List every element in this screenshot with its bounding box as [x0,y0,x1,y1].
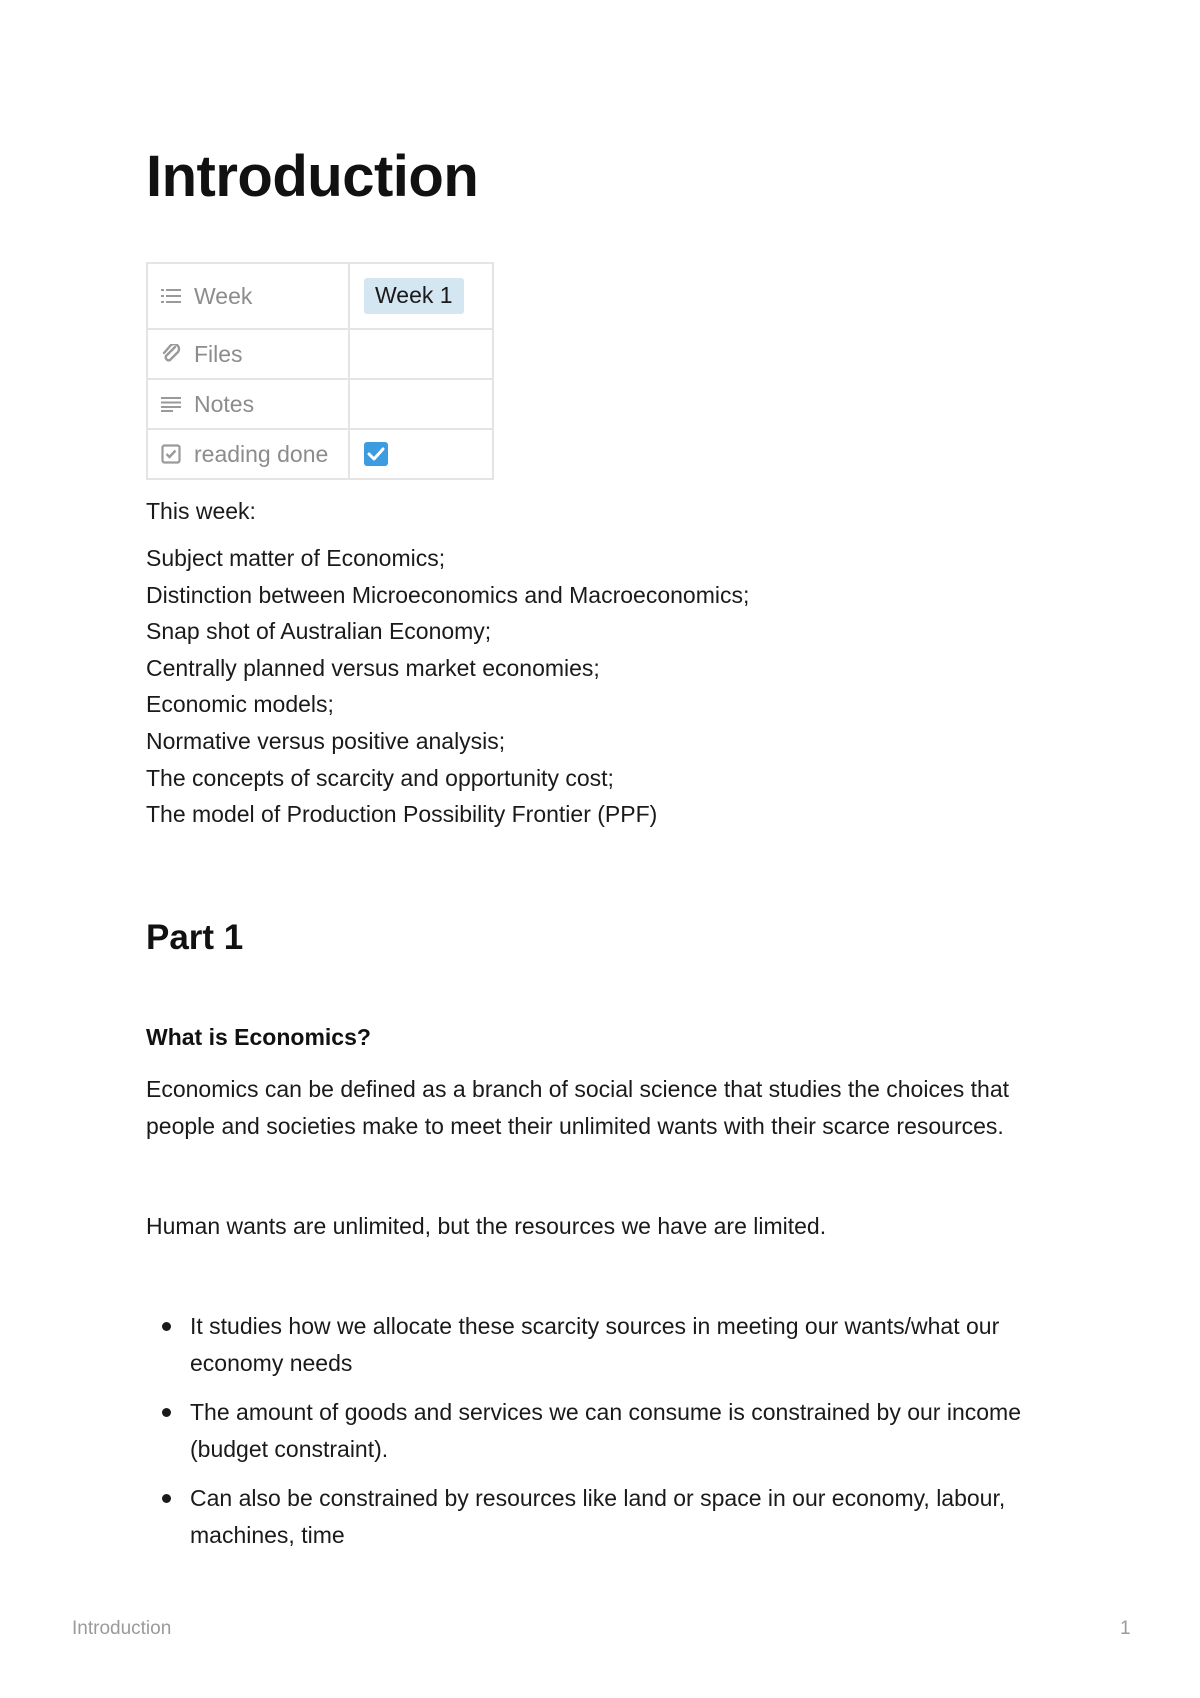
property-key-week [147,263,349,329]
property-value-notes[interactable] [349,379,493,429]
page-title: Introduction [146,144,479,209]
property-key-reading-done [147,429,349,479]
property-label-files: Files [194,340,243,367]
paperclip-icon [160,343,182,365]
topic-item: Normative versus positive analysis; [146,727,506,754]
topic-item: The concepts of scarcity and opportunity cost; [146,764,614,791]
bullet-list [146,1308,1076,1567]
wants-paragraph: Human wants are unlimited, but the resources we have are limited. [146,1213,827,1239]
list-item [146,1308,1076,1381]
bullet-dot-icon [162,1322,171,1331]
property-label-reading-done: reading done [194,440,329,467]
topic-item: Snap shot of Australian Economy; [146,618,492,645]
list-icon [160,285,182,307]
definition-paragraph: Economics can be defined as a branch of social science that studies the choices that people and societies make to meet their unlimited wants with their scarce resources. [146,1076,1010,1139]
topic-item: Distinction between Microeconomics and Macroeconomics; [146,581,750,608]
property-label-notes: Notes [194,390,255,417]
property-row-notes [147,379,493,429]
property-value-reading-done[interactable] [349,429,493,479]
bullet-dot-icon [162,1408,171,1417]
section-subheading: What is Economics? [146,1024,371,1050]
property-value-week[interactable] [349,263,493,329]
checkmark-icon [367,447,385,461]
property-row-files [147,329,493,379]
topic-item: Centrally planned versus market economies; [146,654,600,681]
reading-done-checkbox[interactable] [364,442,388,466]
property-label-week: Week [194,282,253,309]
topic-item: Economic models; [146,691,334,718]
bullet-dot-icon [162,1494,171,1503]
page-number: 1 [1120,1618,1131,1639]
topic-item: The model of Production Possibility Frontier (PPF) [146,801,658,828]
this-week-label: This week: [146,498,256,524]
footer-title: Introduction [72,1618,172,1639]
checkbox-icon [160,443,182,465]
list-item-text: The amount of goods and services we can consume is constrained by our income (budget constraint). [190,1399,1021,1462]
text-lines-icon [160,393,182,415]
topics-list [146,540,749,833]
week-tag[interactable]: Week 1 [364,278,464,314]
property-value-files[interactable] [349,329,493,379]
property-row-week [147,263,493,329]
topic-item: Subject matter of Economics; [146,545,446,571]
property-row-reading-done [147,429,493,479]
list-item-text: It studies how we allocate these scarcity sources in meeting our wants/what our economy needs [190,1313,1000,1376]
list-item [146,1394,1076,1467]
part-heading: Part 1 [146,918,244,957]
list-item-text: Can also be constrained by resources like land or space in our economy, labour, machines, time [190,1485,1006,1548]
properties-table [146,262,494,480]
property-key-notes [147,379,349,429]
property-key-files [147,329,349,379]
list-item [146,1480,1076,1553]
